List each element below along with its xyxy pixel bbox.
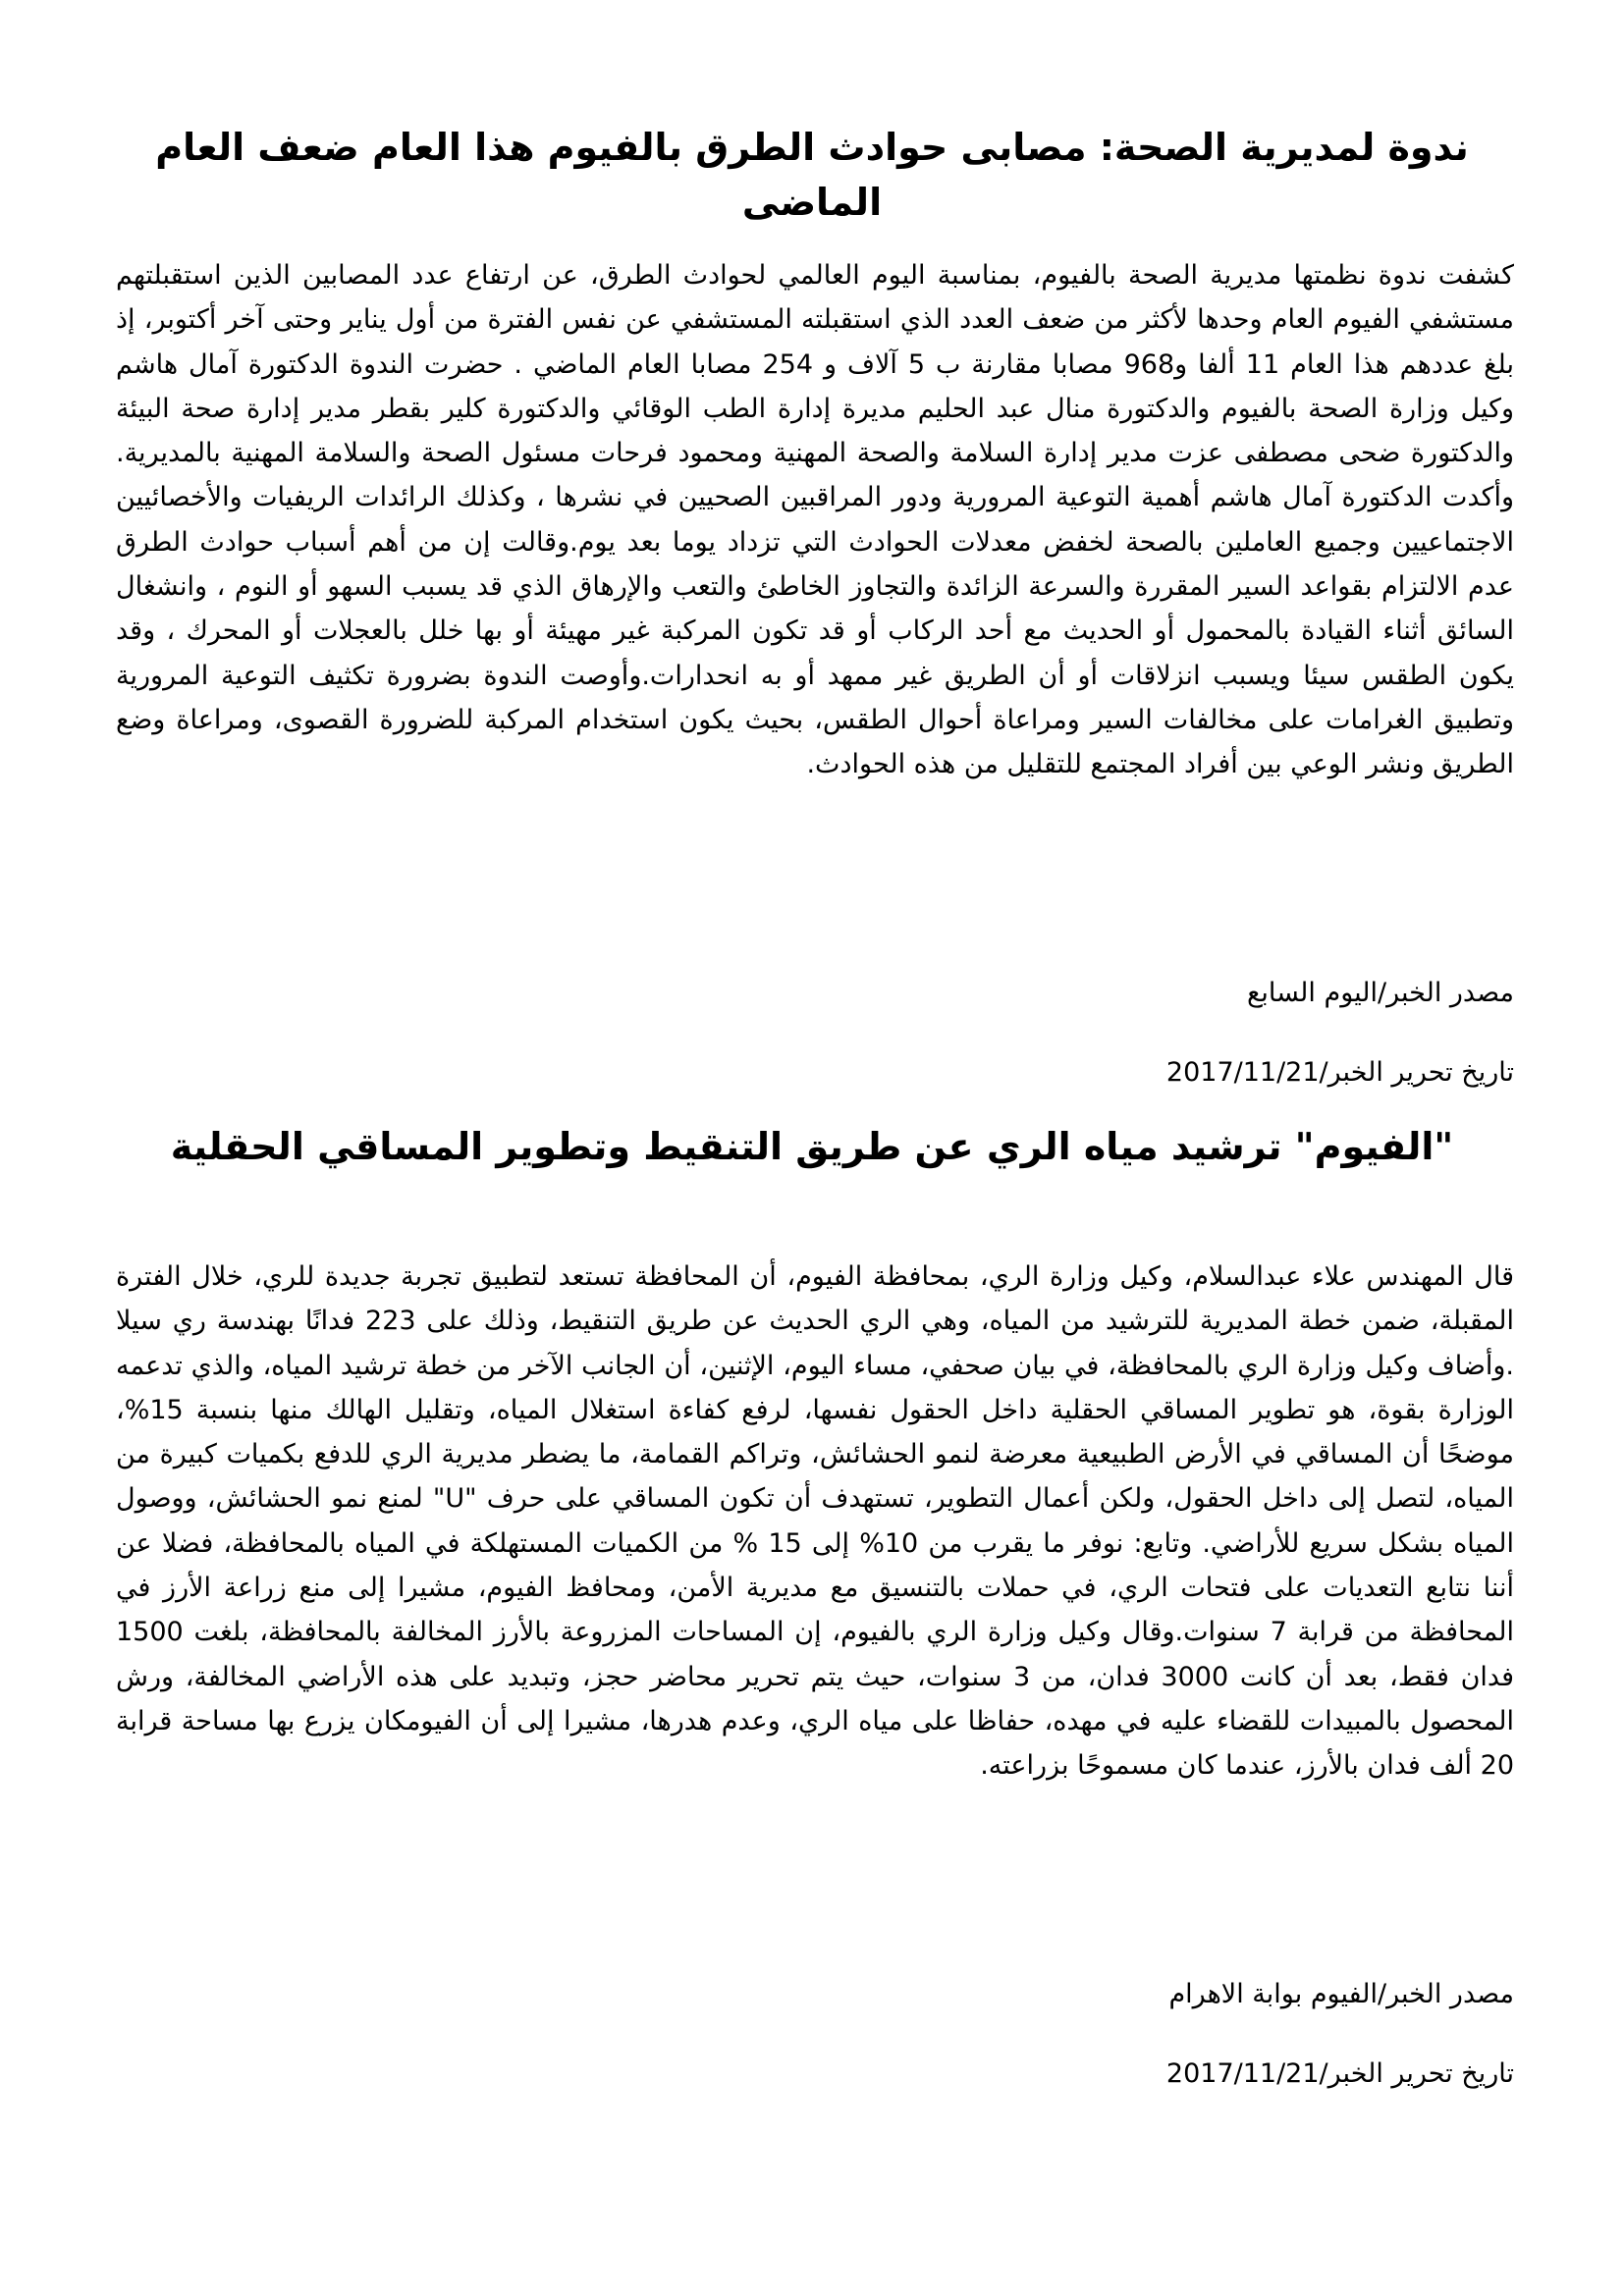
article-1-body: كشفت ندوة نظمتها مديرية الصحة بالفيوم، بمناسبة اليوم العالمي لحوادث الطرق، عن ارتفاع عدد المصابين الذين استقبلتهم مستشفي الفيوم العام وحدها لأكثر من ضعف العدد الذي استقبلته المستشفي عن نفس الفترة من أول يناير وحتى آخر أكتوبر، إذ بلغ عددهم هذا العام 11 ألفا و968 مصابا مقارنة ب 5 آلاف و 254 مصابا العام الماضي . حضرت الندوة الدكتورة آمال هاشم وكيل وزارة الصحة بالفيوم والدكتورة منال عبد الحليم مديرة إدارة الطب الوقائي والدكتورة كلير بقطر مدير إدارة صحة البيئة والدكتورة ضحى مصطفى عزت مدير إدارة السلامة والصحة المهنية ومحمود فرحات مسئول الصحة والسلامة المهنية بالمديرية. وأكدت الدكتورة آمال هاشم أهمية التوعية المرورية ودور المراقبين الصحيين في نشرها ، وكذلك الرائدات الريفيات والأخصائيين الاجتماعيين وجميع العاملين بالصحة لخفض معدلات الحوادث التي تزداد يوما بعد يوم.وقالت إن من أهم أسباب حوادث الطرق عدم الالتزام بقواعد السير المقررة والسرعة الزائدة والتجاوز الخاطئ والتعب والإرهاق الذي قد يسبب السهو أو النوم ، وانشغال السائق أثناء القيادة بالمحمول أو الحديث مع أحد الركاب أو قد تكون المركبة غير مهيئة أو بها خلل بالعجلات أو المحرك ، وقد يكون الطقس سيئا ويسبب انزلاقات أو أن الطريق غير ممهد أو به انحدارات.وأوصت الندوة بضرورة تكثيف التوعية المرورية وتطبيق الغرامات على مخالفات السير ومراعاة أحوال الطقس، بحيث يكون استخدام المركبة للضرورة القصوى، ومراعاة وضع الطريق ونشر الوعي بين أفراد المجتمع للتقليل من هذه الحوادث.: [116, 260, 1514, 780]
article-1-title: ندوة لمديرية الصحة: مصابى حوادث الطرق بالفيوم هذا العام ضعف العام الماضى: [155, 126, 1469, 224]
article-1-date: تاريخ تحرير الخبر/2017/11/21: [1165, 1057, 1514, 1088]
article-2-source: مصدر الخبر/الفيوم بوابة الاهرام: [1168, 1979, 1514, 2009]
article-1-source: مصدر الخبر/اليوم السابع: [1246, 978, 1514, 1008]
article-2-title: "الفيوم" ترشيد مياه الري عن طريق التنقيط وتطوير المساقي الحقلية: [170, 1125, 1454, 1168]
article-2-body: قال المهندس علاء عبدالسلام، وكيل وزارة الري، بمحافظة الفيوم، أن المحافظة تستعد لتطبيق تجربة جديدة للري، خلال الفترة المقبلة، ضمن خطة المديرية للترشيد من المياه، وهي الري الحديث عن طريق التنقيط، وذلك على 223 فدانًا بهندسة ري سيلا .وأضاف وكيل وزارة الري بالمحافظة، في بيان صحفي، مساء اليوم، الإثنين، أن الجانب الآخر من خطة ترشيد المياه، والذي تدعمه الوزارة بقوة، هو تطوير المساقي الحقلية داخل الحقول نفسها، لرفع كفاءة استغلال المياه، وتقليل الهالك منها بنسبة 15%، موضحًا أن المساقي في الأرض الطبيعية معرضة لنمو الحشائش، وتراكم القمامة، ما يضطر مديرية الري للدفع بكميات كبيرة من المياه، لتصل إلى داخل الحقول، ولكن أعمال التطوير، تستهدف أن تكون المساقي على حرف "U" لمنع نمو الحشائش، ووصول المياه بشكل سريع للأراضي. وتابع: نوفر ما يقرب من 10% إلى 15 % من الكميات المستهلكة في المياه بالمحافظة، فضلا عن أننا نتابع التعديات على فتحات الري، في حملات بالتنسيق مع مديرية الأمن، ومحافظ الفيوم، مشيرا إلى منع زراعة الأرز في المحافظة من قرابة 7 سنوات.وقال وكيل وزارة الري بالفيوم، إن المساحات المزروعة بالأرز المخالفة بالمحافظة، بلغت 1500 فدان فقط، بعد أن كانت 3000 فدان، من 3 سنوات، حيث يتم تحرير محاضر حجز، وتبديد على هذه الأراضي المخالفة، ورش المحصول بالمبيدات للقضاء عليه في مهده، حفاظا على مياه الري، وعدم هدرها، مشيرا إلى أن الفيومكان يزرع بها مساحة قرابة 20 ألف فدان بالأرز، عندما كان مسموحًا بزراعته.: [116, 1261, 1515, 1782]
article-2-date: تاريخ تحرير الخبر/2017/11/21: [1165, 2058, 1514, 2089]
